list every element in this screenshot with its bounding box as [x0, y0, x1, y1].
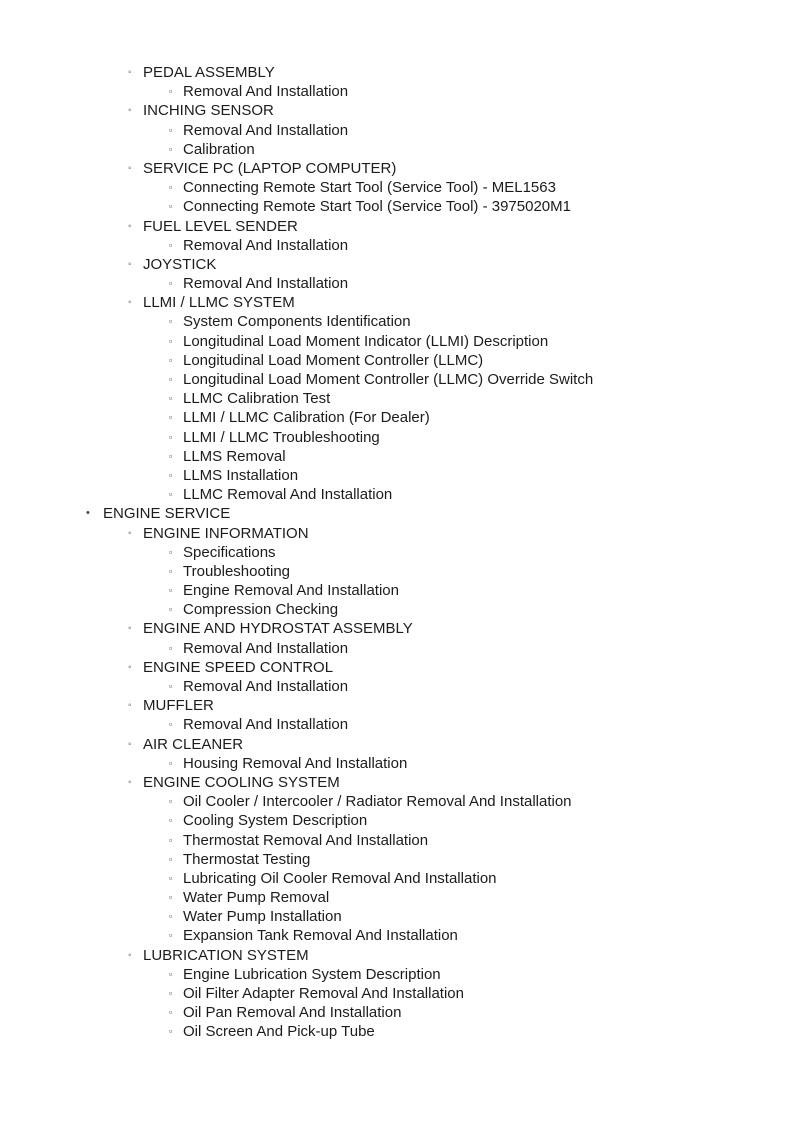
toc-entry [0, 466, 794, 485]
toc-entry-label: System Components Identification [183, 313, 411, 331]
toc-entry [0, 332, 794, 351]
toc-subsection [0, 773, 794, 792]
toc-entry [0, 792, 794, 811]
toc-entry-label: Water Pump Removal [183, 889, 330, 907]
toc-entry [0, 984, 794, 1003]
square-marker-icon: ▫ [169, 412, 173, 423]
toc-entry [0, 82, 794, 101]
square-marker-icon: ▫ [169, 316, 173, 327]
toc-entry-label: Troubleshooting [183, 562, 291, 580]
toc-entry-label: LUBRICATION SYSTEM [143, 946, 309, 964]
square-marker-icon: ▫ [169, 681, 173, 691]
toc-entry-label: AIR CLEANER [143, 735, 244, 753]
square-marker-icon: ▫ [169, 239, 173, 250]
toc-entry [0, 754, 794, 773]
toc-entry [0, 811, 794, 830]
square-marker-icon: ▫ [169, 393, 173, 404]
circle-marker-icon: ◦ [128, 661, 132, 673]
toc-entry-label: ENGINE AND HYDROSTAT ASSEMBLY [143, 620, 413, 638]
toc-entry-label: SERVICE PC (LAPTOP COMPUTER) [143, 159, 397, 177]
toc-entry [0, 428, 794, 447]
toc-entry [0, 121, 794, 140]
toc-entry-label: Calibration [183, 140, 255, 158]
square-marker-icon: ▫ [169, 604, 173, 615]
square-marker-icon: ▫ [169, 143, 173, 154]
toc-entry-label: Lubricating Oil Cooler Removal And Installation [183, 869, 497, 887]
square-marker-icon: ▫ [169, 124, 173, 135]
toc-subsection [0, 946, 794, 965]
square-marker-icon: ▫ [169, 1007, 173, 1018]
toc-entry [0, 581, 794, 600]
toc-subsection [0, 658, 794, 677]
toc-subsection [0, 255, 794, 274]
circle-marker-icon: ◦ [128, 527, 132, 539]
square-marker-icon: ▫ [169, 182, 173, 193]
toc-entry [0, 1003, 794, 1022]
toc-subsection [0, 735, 794, 754]
toc-entry-label: FUEL LEVEL SENDER [143, 217, 298, 235]
toc-entry [0, 831, 794, 850]
toc-entry-label: JOYSTICK [143, 255, 217, 273]
circle-marker-icon: ◦ [128, 949, 132, 961]
toc-entry-label: Compression Checking [183, 601, 339, 619]
toc-entry [0, 965, 794, 984]
toc-entry [0, 850, 794, 869]
toc-entry [0, 389, 794, 408]
toc-entry [0, 408, 794, 427]
toc-entry-label: Oil Filter Adapter Removal And Installation [183, 985, 464, 1002]
toc-entry-label: Oil Screen And Pick-up Tube [183, 1023, 375, 1041]
toc-entry-label: MUFFLER [143, 697, 214, 715]
toc-entry-label: LLMS Installation [183, 466, 299, 484]
toc-entry-label: Longitudinal Load Moment Indicator (LLMI) Description [183, 332, 549, 350]
square-marker-icon: ▫ [169, 86, 173, 97]
toc-subsection [0, 63, 794, 82]
square-marker-icon: ▫ [169, 374, 173, 384]
square-marker-icon: ▫ [169, 201, 173, 212]
toc-entry [0, 485, 794, 504]
bullet-marker-icon: • [86, 507, 90, 520]
toc-entry-label: LLMC Removal And Installation [183, 486, 393, 504]
toc-entry [0, 140, 794, 159]
square-marker-icon: ▫ [169, 968, 173, 979]
toc-entry-label: Removal And Installation [183, 83, 349, 101]
toc-subsection [0, 619, 794, 638]
toc-entry-label: ENGINE COOLING SYSTEM [143, 773, 340, 791]
square-marker-icon: ▫ [169, 872, 173, 883]
toc-entry-label: Removal And Installation [183, 639, 349, 657]
toc-entry-label: Housing Removal And Installation [183, 754, 408, 772]
toc-entry [0, 639, 794, 658]
square-marker-icon: ▫ [169, 489, 173, 500]
table-of-contents [0, 63, 794, 1042]
square-marker-icon: ▫ [169, 1026, 173, 1037]
toc-entry [0, 888, 794, 907]
square-marker-icon: ▫ [169, 469, 173, 480]
toc-entry-label: Connecting Remote Start Tool (Service Tool) - 3975020M1 [183, 198, 571, 216]
square-marker-icon: ▫ [169, 892, 173, 903]
toc-entry [0, 562, 794, 581]
toc-entry-label: Engine Lubrication System Description [183, 965, 441, 983]
toc-entry-label: Cooling System Description [183, 812, 368, 830]
circle-marker-icon: ◦ [128, 297, 132, 309]
square-marker-icon: ▫ [169, 815, 173, 826]
toc-section [0, 504, 794, 523]
toc-entry-label: Engine Removal And Installation [183, 582, 399, 600]
toc-entry-label: Removal And Installation [183, 236, 349, 254]
toc-entry-label: LLMI / LLMC SYSTEM [143, 294, 295, 312]
circle-marker-icon: ◦ [128, 220, 132, 232]
toc-entry [0, 447, 794, 466]
toc-entry-label: Removal And Installation [183, 678, 349, 695]
circle-marker-icon: ◦ [128, 738, 132, 750]
square-marker-icon: ▫ [169, 335, 173, 346]
circle-marker-icon: ◦ [128, 67, 132, 78]
toc-subsection [0, 217, 794, 236]
square-marker-icon: ▫ [169, 278, 173, 289]
circle-marker-icon: ◦ [128, 162, 132, 174]
square-marker-icon: ▫ [169, 988, 173, 998]
toc-entry-label: Expansion Tank Removal And Installation [183, 927, 458, 945]
toc-entry-label: Thermostat Removal And Installation [183, 831, 429, 849]
toc-entry-label: ENGINE SERVICE [103, 505, 231, 523]
toc-subsection [0, 293, 794, 312]
toc-subsection [0, 101, 794, 120]
toc-subsection [0, 524, 794, 543]
circle-marker-icon: ◦ [128, 776, 132, 788]
toc-entry [0, 236, 794, 255]
toc-entry-label: LLMC Calibration Test [183, 390, 331, 408]
toc-entry [0, 543, 794, 562]
toc-entry-label: Longitudinal Load Moment Controller (LLMC) [183, 351, 484, 369]
toc-entry-label: LLMI / LLMC Troubleshooting [183, 428, 380, 446]
toc-entry-label: Removal And Installation [183, 121, 349, 139]
toc-entry-label: INCHING SENSOR [143, 102, 274, 120]
square-marker-icon: ▫ [169, 642, 173, 653]
toc-entry [0, 370, 794, 389]
toc-entry-label: Oil Cooler / Intercooler / Radiator Removal And Installation [183, 793, 572, 811]
circle-marker-icon: ◦ [128, 700, 132, 712]
toc-entry-label: Removal And Installation [183, 275, 349, 293]
toc-entry [0, 351, 794, 370]
toc-subsection [0, 159, 794, 178]
toc-entry [0, 907, 794, 926]
toc-entry-label: Removal And Installation [183, 716, 349, 734]
square-marker-icon: ▫ [169, 565, 173, 576]
toc-entry [0, 715, 794, 734]
toc-entry-label: PEDAL ASSEMBLY [143, 64, 275, 81]
toc-entry [0, 869, 794, 888]
toc-entry [0, 274, 794, 293]
toc-entry-label: Specifications [183, 543, 276, 561]
toc-entry-label: Water Pump Installation [183, 908, 342, 926]
square-marker-icon: ▫ [169, 834, 173, 845]
toc-entry [0, 600, 794, 619]
square-marker-icon: ▫ [169, 450, 173, 461]
toc-entry [0, 1022, 794, 1041]
toc-entry [0, 677, 794, 696]
square-marker-icon: ▫ [169, 431, 173, 442]
square-marker-icon: ▫ [169, 719, 173, 730]
square-marker-icon: ▫ [169, 911, 173, 922]
circle-marker-icon: ◦ [128, 258, 132, 270]
square-marker-icon: ▫ [169, 585, 173, 596]
toc-entry-label: Oil Pan Removal And Installation [183, 1004, 402, 1022]
square-marker-icon: ▫ [169, 546, 173, 557]
toc-entry-label: LLMI / LLMC Calibration (For Dealer) [183, 409, 430, 427]
square-marker-icon: ▫ [169, 853, 173, 864]
toc-entry [0, 312, 794, 331]
square-marker-icon: ▫ [169, 796, 173, 807]
toc-entry-label: ENGINE INFORMATION [143, 524, 309, 542]
toc-entry-label: ENGINE SPEED CONTROL [143, 658, 334, 676]
toc-entry-label: Thermostat Testing [183, 850, 311, 868]
square-marker-icon: ▫ [169, 354, 173, 365]
square-marker-icon: ▫ [169, 757, 173, 768]
circle-marker-icon: ◦ [128, 105, 132, 117]
toc-subsection [0, 696, 794, 715]
toc-entry-label: Longitudinal Load Moment Controller (LLMC) Override Switch [183, 371, 594, 388]
square-marker-icon: ▫ [169, 930, 173, 941]
toc-entry-label: Connecting Remote Start Tool (Service Tool) - MEL1563 [183, 179, 556, 197]
toc-entry [0, 197, 794, 216]
circle-marker-icon: ◦ [128, 623, 132, 635]
toc-entry [0, 178, 794, 197]
toc-entry [0, 926, 794, 945]
toc-entry-label: LLMS Removal [183, 447, 286, 465]
